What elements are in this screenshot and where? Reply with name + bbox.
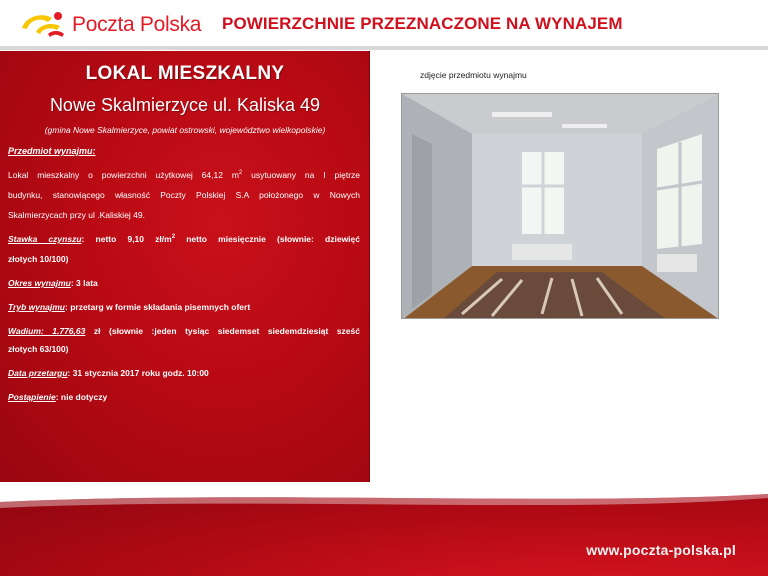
property-photo <box>401 93 719 319</box>
period-label: Okres wynajmu <box>8 278 71 288</box>
page-title: POWIERZCHNIE PRZEZNACZONE NA WYNAJEM <box>222 14 623 33</box>
deposit-label: Wadium: 1.776,63 <box>8 326 86 336</box>
header <box>0 0 768 50</box>
room-photo-illustration <box>402 94 719 319</box>
subject-line-2: budynku, stanowiącego własność Poczty Polskiej S.A położonego w Nowych <box>8 190 360 200</box>
date-label: Data przetargu <box>8 368 68 378</box>
rent-tail: netto miesięcznie (słownie: dziewięć <box>175 234 360 244</box>
footer <box>0 488 768 576</box>
photo-caption: zdjęcie przedmiotu wynajmu <box>420 70 527 80</box>
poczta-polska-logo <box>18 6 208 42</box>
date-text: : 31 stycznia 2017 roku godz. 10:00 <box>67 368 209 378</box>
subject-line-3: Skalmierzycach przy ul .Kaliskiej 49. <box>8 210 145 220</box>
website-link[interactable]: www.poczta-polska.pl <box>586 542 736 558</box>
subject-line-1-text: Lokal mieszkalny o powierzchni użytkowej 64,12 m <box>8 170 239 180</box>
logo-text: Poczta Polska <box>72 13 202 36</box>
mode-label: Tryb wynajmu <box>8 302 65 312</box>
listing-title: LOKAL MIESZKALNY <box>85 63 285 84</box>
period-text: : 3 lata <box>70 278 98 288</box>
footer-wave-decoration <box>0 488 768 576</box>
mode-text: : przetarg w formie składania pisemnych ofert <box>65 302 251 312</box>
deposit-text: zł (słownie :jeden tysiąc siedemset siedemdziesiąt sześć <box>85 326 360 336</box>
date-line <box>8 368 360 378</box>
procedure-label: Postąpienie <box>8 392 56 402</box>
subject-line-1 <box>8 170 360 180</box>
listing-panel <box>0 51 370 482</box>
deposit-line-1 <box>8 326 360 336</box>
listing-location: (gmina Nowe Skalmierzyce, powiat ostrowski, województwo wielkopolskie) <box>44 125 326 135</box>
mode-line <box>8 302 360 312</box>
rent-line-1 <box>8 234 360 244</box>
subject-label: Przedmiot wynajmu: <box>8 146 96 156</box>
period-line <box>8 278 360 288</box>
rent-line-2: złotych 10/100) <box>8 254 69 264</box>
subject-area-sup: 2 <box>238 170 243 177</box>
listing-address: Nowe Skalmierzyce ul. Kaliska 49 <box>49 95 321 115</box>
subject-line-1-tail: usytuowany na I piętrze <box>242 170 360 180</box>
post-horn-icon <box>18 6 70 42</box>
rent-text: : netto 9,10 zł/m <box>81 234 172 244</box>
procedure-text: : nie dotyczy <box>55 392 108 402</box>
procedure-line <box>8 392 360 402</box>
rent-label: Stawka czynszu <box>8 234 82 244</box>
header-divider <box>0 46 768 50</box>
rent-sup: 2 <box>171 234 176 241</box>
deposit-line-2: złotych 63/100) <box>8 344 69 354</box>
